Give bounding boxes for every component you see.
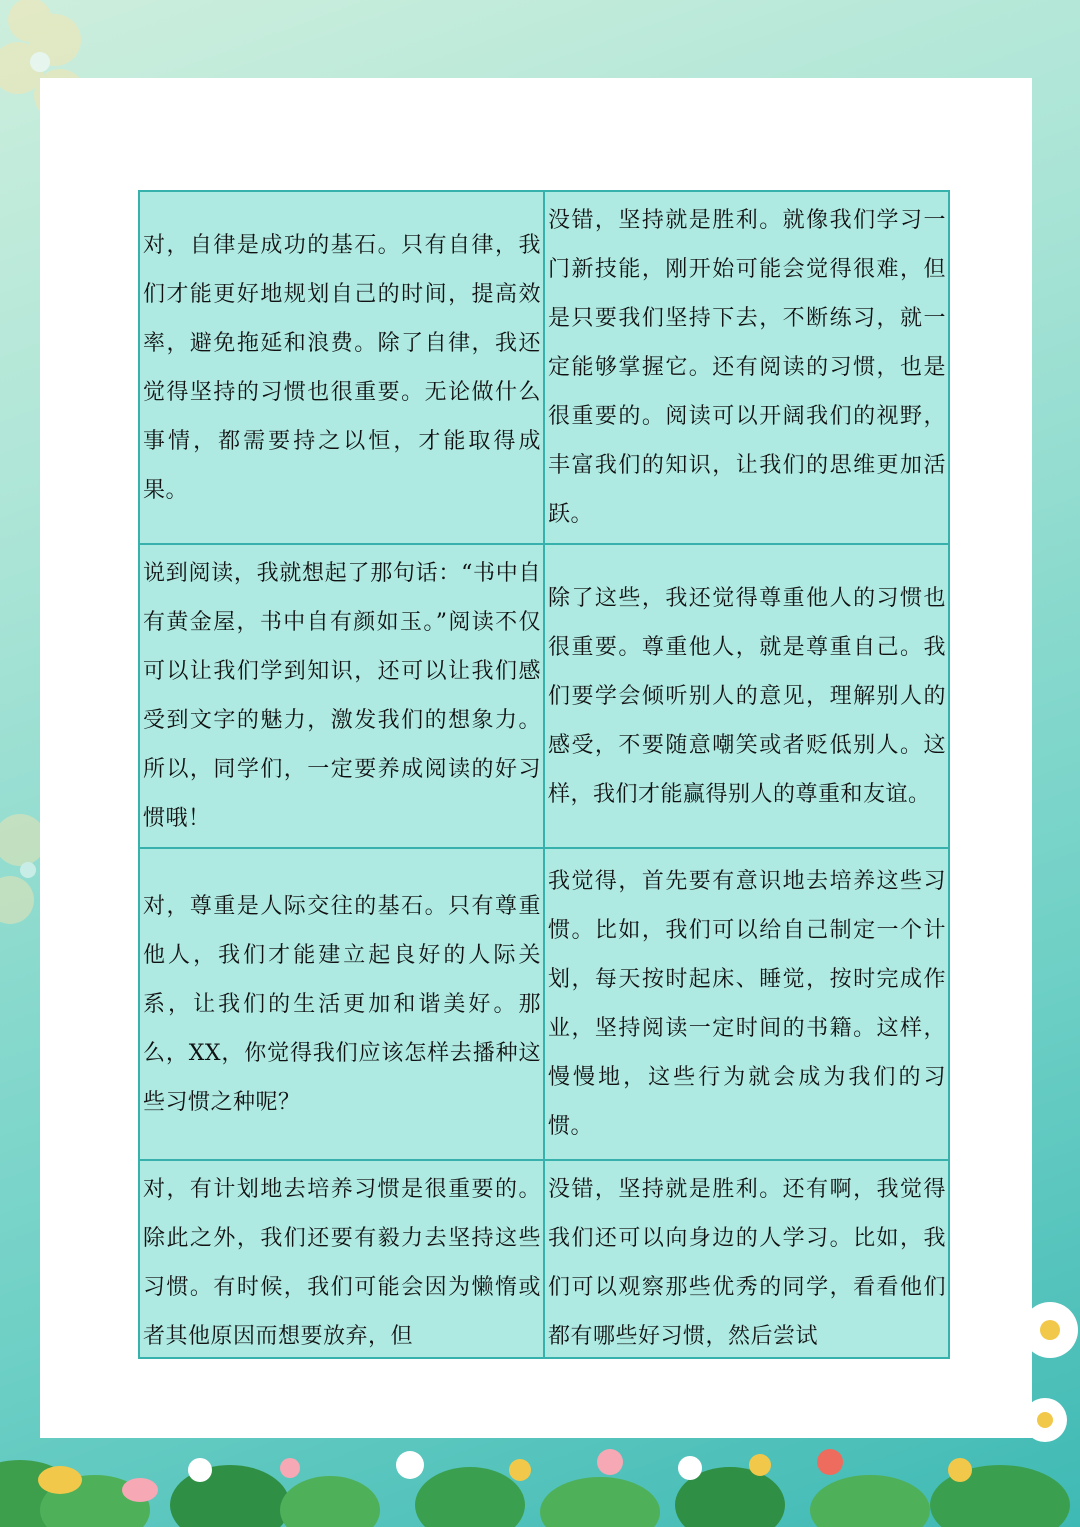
table-cell-left <box>139 1160 544 1358</box>
cell-text-clipped: 对，有计划地去培养习惯是很重要的。除此之外，我们还要有毅力去坚持这些习惯。有时候，我们可能会因为懒惰或者其他原因而想要放弃，但 <box>143 1177 541 1349</box>
table-cell-right: 没错，坚持就是胜利。就像我们学习一门新技能，刚开始可能会觉得很难，但是只要我们坚持下去，不断练习，就一定能够掌握它。还有阅读的习惯，也是很重要的。阅读可以开阔我们的视野，丰富我们的知识，让我们的思维更加活跃。 <box>544 191 949 544</box>
table-row <box>139 191 949 544</box>
table-cell-left: 对，尊重是人际交往的基石。只有尊重他人，我们才能建立起良好的人际关系，让我们的生活更加和谐美好。那么，XX，你觉得我们应该怎样去播种这些习惯之种呢？ <box>139 848 544 1160</box>
table-row <box>139 1160 949 1358</box>
table-cell-right: 我觉得，首先要有意识地去培养这些习惯。比如，我们可以给自己制定一个计划，每天按时起床、睡觉，按时完成作业，坚持阅读一定时间的书籍。这样，慢慢地，这些行为就会成为我们的习惯。 <box>544 848 949 1160</box>
table-row <box>139 848 949 1160</box>
table-cell-left: 对，自律是成功的基石。只有自律，我们才能更好地规划自己的时间，提高效率，避免拖延和浪费。除了自律，我还觉得坚持的习惯也很重要。无论做什么事情，都需要持之以恒，才能取得成果。 <box>139 191 544 544</box>
bottom-flower-border-decoration <box>170 1449 1070 1527</box>
table-row <box>139 544 949 848</box>
bottom-left-leaves-decoration <box>0 1460 158 1527</box>
cell-text-clipped: 没错，坚持就是胜利。还有啊，我觉得我们还可以向身边的人学习。比如，我们可以观察那些优秀的同学，看看他们都有哪些好习惯，然后尝试 <box>548 1177 946 1349</box>
table-cell-left: 说到阅读，我就想起了那句话：“书中自有黄金屋，书中自有颜如玉。”阅读不仅可以让我们学到知识，还可以让我们感受到文字的魅力，激发我们的想象力。所以，同学们，一定要养成阅读的好习惯哦！ <box>139 544 544 848</box>
table-cell-right: 除了这些，我还觉得尊重他人的习惯也很重要。尊重他人，就是尊重自己。我们要学会倾听别人的意见，理解别人的感受，不要随意嘲笑或者贬低别人。这样，我们才能赢得别人的尊重和友谊。 <box>544 544 949 848</box>
table-cell-right <box>544 1160 949 1358</box>
dialogue-table <box>138 190 950 1359</box>
